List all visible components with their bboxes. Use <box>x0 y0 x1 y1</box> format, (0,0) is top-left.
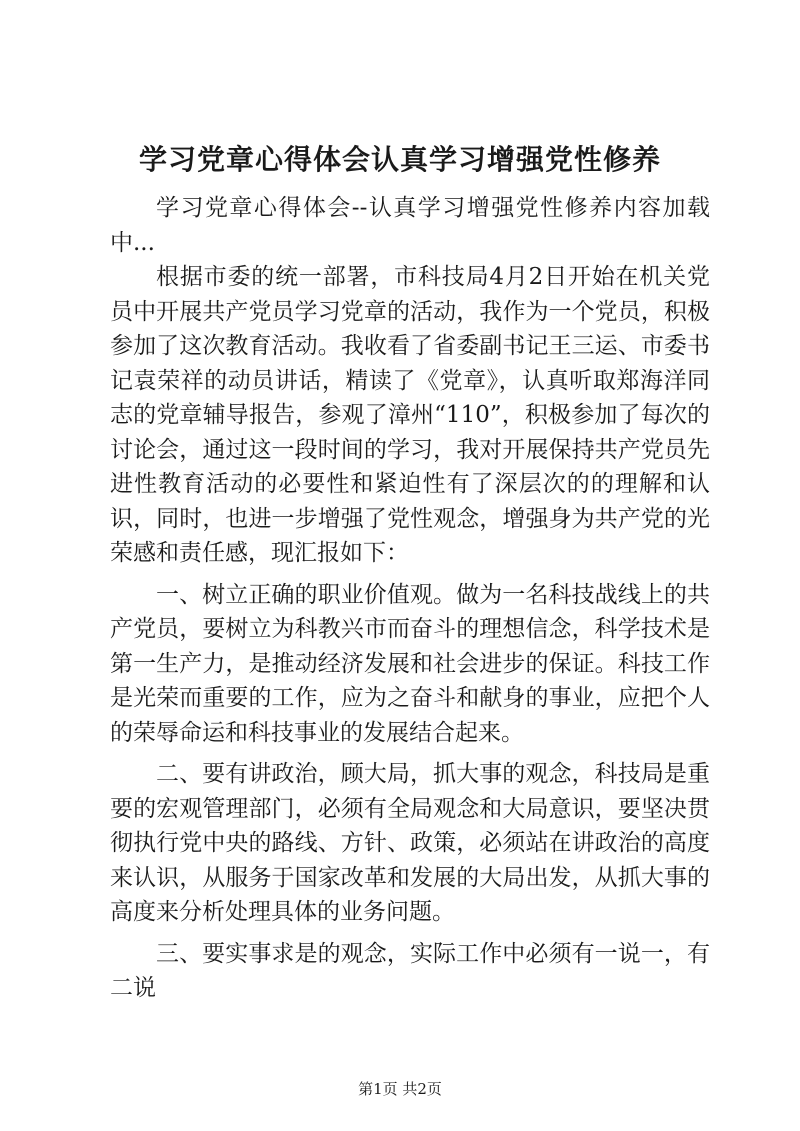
paragraph-point-one: 一、树立正确的职业价值观。做为一名科技战线上的共产党员，要树立为科教兴市而奋斗的理想信念，科学技术是第一生产力，是推动经济发展和社会进步的保证。科技工作是光荣而重要的工作，应为之奋斗和献身的事业，应把个人的荣辱命运和科技事业的发展结合起来。 <box>110 581 710 746</box>
intro-paragraph: 学习党章心得体会--认真学习增强党性修养内容加载中... <box>110 195 710 256</box>
document-title: 学习党章心得体会认真学习增强党性修养 <box>138 143 661 176</box>
page-number-label: 第1页 共2页 <box>358 1080 442 1098</box>
paragraph-background: 根据市委的统一部署，市科技局4月2日开始在机关党员中开展共产党员学习党章的活动，我作为一个党员，积极参加了这次教育活动。我收看了省委副书记王三运、市委书记袁荣祥的动员讲话，精读了《党章》，认真听取郑海洋同志的党章辅导报告，参观了漳州“110”，积极参加了每次的讨论会，通过这一段时间的学习，我对开展保持共产党员先进性教育活动的必要性和紧迫性有了深层次的的理解和认识，同时，也进一步增强了党性观念，增强身为共产党的光荣感和责任感，现汇报如下： <box>110 264 710 566</box>
paragraph-point-three: 三、要实事求是的观念，实际工作中必须有一说一，有二说 <box>110 940 710 1001</box>
page-footer <box>0 1078 800 1100</box>
paragraph-point-two: 二、要有讲政治，顾大局，抓大事的观念，科技局是重要的宏观管理部门，必须有全局观念和大局意识，要坚决贯彻执行党中央的路线、方针、政策，必须站在讲政治的高度来认识，从服务于国家改革和发展的大局出发，从抓大事的高度来分析处理具体的业务问题。 <box>110 761 710 925</box>
document-body <box>110 191 710 1006</box>
